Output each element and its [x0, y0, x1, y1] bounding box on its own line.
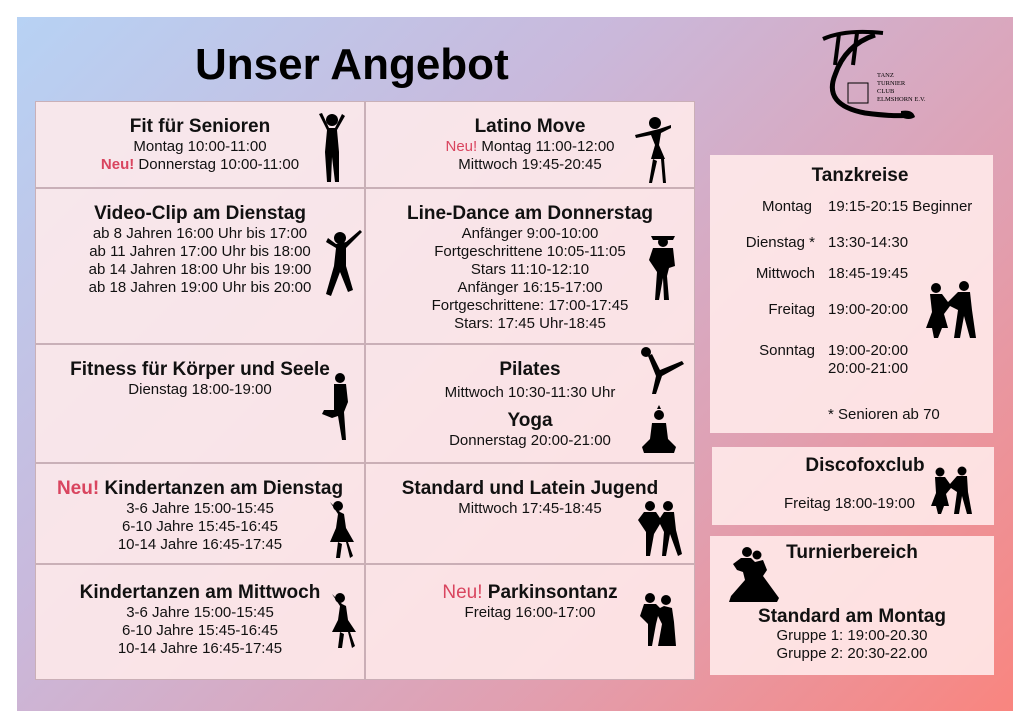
cowboy-dancer-icon: [645, 228, 681, 304]
linedance-line-1: Anfänger 9:00-10:00: [461, 225, 599, 242]
yoga-line-1: Donnerstag 20:00-21:00: [449, 432, 611, 449]
ballroom-couple-icon: [727, 546, 781, 602]
fit-senioren-title: Fit für Senioren: [129, 116, 271, 137]
pilates-line-1: Mittwoch 10:30-11:30 Uhr: [444, 384, 616, 401]
turnier-line-1: Gruppe 1: 19:00-20.30: [776, 627, 928, 644]
tanzkreise-time-3: 18:45-19:45: [828, 265, 909, 282]
kinder-mittwoch-line-3: 10-14 Jahre 16:45-17:45: [117, 640, 283, 657]
tanzkreise-note: * Senioren ab 70: [828, 406, 940, 423]
logo-text-2: TURNIER: [877, 80, 906, 87]
logo-text-1: TANZ: [877, 72, 894, 79]
kinder-dienstag-line-1: 3-6 Jahre 15:00-15:45: [126, 500, 274, 517]
kinder-mittwoch-line-2: 6-10 Jahre 15:45-16:45: [122, 622, 278, 639]
tanzkreise-day-2: Dienstag *: [745, 234, 815, 251]
fit-senioren-text: [40, 116, 360, 174]
discofox-title: Discofoxclub: [805, 455, 925, 476]
fit-senioren-line-1: Montag 10:00-11:00: [133, 138, 267, 155]
dance-couple-icon: [638, 592, 678, 648]
turnier-title: Turnierbereich: [786, 542, 918, 563]
neu-label: Neu!: [56, 478, 100, 499]
videoclip-line-3: ab 14 Jahren 18:00 Uhr bis 19:00: [88, 261, 312, 278]
tanzkreise-day-3: Mittwoch: [755, 265, 815, 282]
yoga-title: Yoga: [507, 410, 553, 431]
tanzkreise-time-4: 19:00-20:00: [828, 301, 909, 318]
linedance-line-4: Anfänger 16:15-17:00: [457, 279, 603, 296]
standard-jugend-title: Standard und Latein Jugend: [401, 478, 659, 499]
tanzkreise-day-5: Sonntag: [759, 342, 815, 359]
fitness-text: [40, 359, 360, 399]
pilates-pose-icon: [640, 346, 686, 396]
videoclip-line-4: ab 18 Jahren 19:00 Uhr bis 20:00: [88, 279, 312, 296]
club-logo: [805, 25, 955, 125]
videoclip-line-1: ab 8 Jahren 16:00 Uhr bis 17:00: [92, 225, 308, 242]
tanzkreise-time-1: 19:15-20:15 Beginner: [828, 198, 973, 215]
pilates-title: Pilates: [499, 359, 561, 380]
videoclip-text: [40, 203, 360, 297]
neu-label: Neu!: [442, 582, 483, 603]
fit-senioren-line-2: Donnerstag 10:00-11:00: [138, 156, 300, 173]
linedance-line-5: Fortgeschrittene: 17:00-17:45: [431, 297, 629, 314]
dancer-silhouette-icon: [322, 228, 364, 300]
dancer-silhouette-icon: [315, 112, 349, 184]
dancer-silhouette-icon: [633, 115, 673, 185]
kinder-dienstag-title: Kindertanzen am Dienstag: [104, 478, 344, 499]
latino-title: Latino Move: [474, 116, 586, 137]
tanzkreise-title: Tanzkreise: [811, 165, 909, 186]
videoclip-line-2: ab 11 Jahren 17:00 Uhr bis 18:00: [89, 243, 311, 260]
tanzkreise-time-2: 13:30-14:30: [828, 234, 909, 251]
neu-label: Neu!: [100, 156, 135, 173]
meditation-icon: [640, 405, 678, 455]
tanzkreise-day-4: Freitag: [768, 301, 815, 318]
parkinson-title: Parkinsontanz: [487, 582, 618, 603]
child-dancer-icon: [330, 592, 358, 650]
latino-line-2: Mittwoch 19:45-20:45: [458, 156, 602, 173]
linedance-title: Line-Dance am Donnerstag: [407, 203, 653, 224]
logo-text-4: ELMSHORN E.V.: [877, 96, 926, 103]
yoga-pose-icon: [320, 372, 354, 442]
child-dancer-icon: [328, 500, 356, 560]
kinder-mittwoch-text: [35, 582, 365, 658]
neu-label: Neu!: [445, 138, 478, 155]
dance-couple-icon: [636, 500, 686, 558]
discofox-line-1: Freitag 18:00-19:00: [784, 495, 915, 512]
dance-couple-icon: [930, 466, 974, 516]
tanzkreise-day-1: Montag: [761, 198, 812, 215]
fitness-title: Fitness für Körper und Seele: [70, 359, 330, 380]
standard-jugend-line-1: Mittwoch 17:45-18:45: [458, 500, 602, 517]
kinder-dienstag-text: [35, 478, 365, 554]
kinder-mittwoch-line-1: 3-6 Jahre 15:00-15:45: [126, 604, 274, 621]
kinder-dienstag-line-2: 6-10 Jahre 15:45-16:45: [122, 518, 278, 535]
tanzkreise-time-5b: 20:00-21:00: [828, 360, 909, 377]
linedance-line-2: Fortgeschrittene 10:05-11:05: [434, 243, 626, 260]
turnier-subtitle: Standard am Montag: [758, 606, 946, 627]
linedance-line-6: Stars: 17:45 Uhr-18:45: [454, 315, 606, 332]
linedance-line-3: Stars 11:10-12:10: [470, 261, 590, 278]
turnier-line-2: Gruppe 2: 20:30-22.00: [776, 645, 928, 662]
tanzkreise-time-5: 19:00-20:00: [828, 342, 909, 359]
dance-couple-icon: [924, 280, 980, 340]
fitness-line-1: Dienstag 18:00-19:00: [128, 381, 272, 398]
logo-text-3: CLUB: [877, 88, 895, 95]
kinder-dienstag-line-3: 10-14 Jahre 16:45-17:45: [117, 536, 283, 553]
page-title: Unser Angebot: [195, 40, 509, 89]
kinder-mittwoch-title: Kindertanzen am Mittwoch: [79, 582, 321, 603]
latino-line-1: Montag 11:00-12:00: [481, 138, 615, 155]
videoclip-title: Video-Clip am Dienstag: [94, 203, 306, 224]
parkinson-line-1: Freitag 16:00-17:00: [464, 604, 596, 621]
